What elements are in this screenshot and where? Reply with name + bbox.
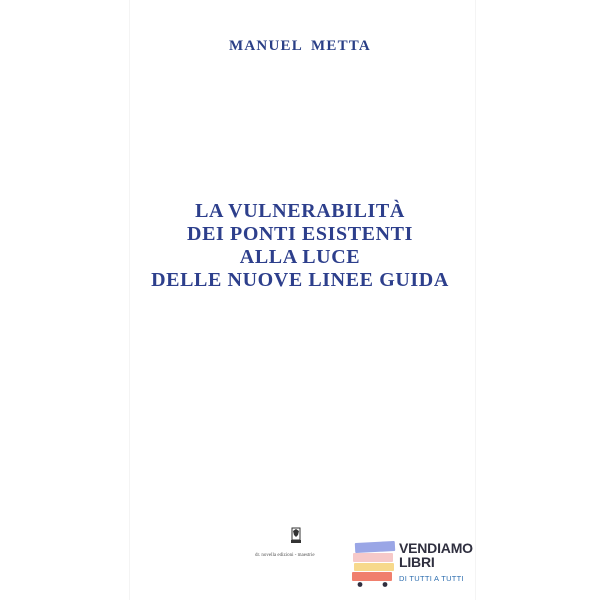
book-stack-icon xyxy=(352,540,396,588)
publisher-name: dr. novella edizioni - maestrie xyxy=(255,553,315,558)
brand-name xyxy=(399,541,473,569)
brand-line-1: VENDIAMO xyxy=(399,540,473,556)
brand-tagline: DI TUTTI A TUTTI xyxy=(399,574,464,583)
title-line-4: DELLE NUOVE LINEE GUIDA xyxy=(151,269,449,291)
publisher-emblem-icon xyxy=(289,527,303,544)
title-line-1: LA VULNERABILITÀ xyxy=(195,200,405,222)
vendiamo-libri-watermark xyxy=(350,536,480,592)
title-line-2: DEI PONTI ESISTENTI xyxy=(187,223,413,245)
book-cover xyxy=(130,0,475,600)
author-name: MANUEL METTA xyxy=(229,38,371,54)
brand-line-2: LIBRI xyxy=(399,554,435,570)
title-line-3: ALLA LUCE xyxy=(239,246,361,268)
book-title xyxy=(0,200,600,292)
